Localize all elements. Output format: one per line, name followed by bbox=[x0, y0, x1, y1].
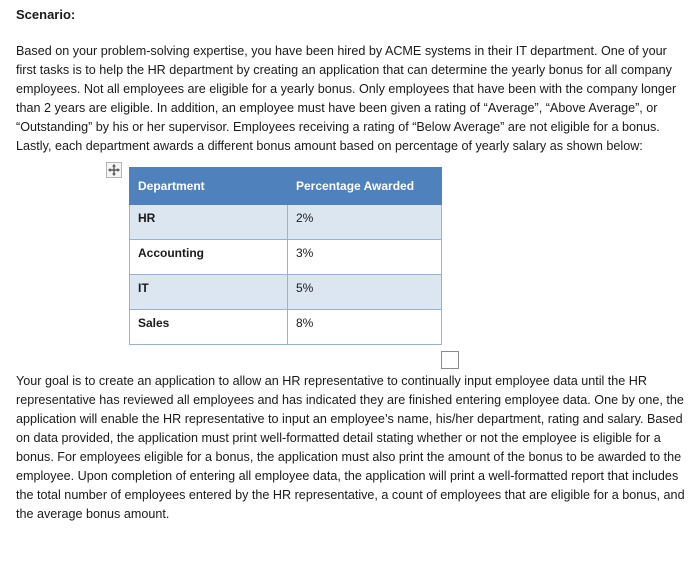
cell-department[interactable]: HR bbox=[130, 205, 288, 240]
table-resize-icon[interactable] bbox=[441, 351, 459, 369]
header-percentage-awarded[interactable]: Percentage Awarded bbox=[288, 168, 442, 205]
table-row bbox=[130, 240, 442, 275]
table-row bbox=[130, 310, 442, 345]
table-header-row bbox=[130, 168, 442, 205]
four-arrow-move-icon bbox=[108, 164, 120, 176]
cell-percentage[interactable]: 2% bbox=[288, 205, 442, 240]
document-body bbox=[16, 6, 688, 524]
cell-percentage[interactable]: 3% bbox=[288, 240, 442, 275]
cell-department[interactable]: IT bbox=[130, 275, 288, 310]
table-row bbox=[130, 275, 442, 310]
bonus-percentage-table bbox=[129, 167, 442, 345]
goal-paragraph: Your goal is to create an application to allow an HR representative to continually input employee data until the HR representative has reviewed all employees and has indicated they are finished entering employee data. One by one, the application will enable the HR representative to input an employee’s name, his/her department, rating and salary. Based on data provided, the application must print well-formatted detail stating whether or not the employee is eligible for a bonus. For employees eligible for a bonus, the application must also print the amount of the bonus to be awarded to the employee. Upon completion of entering all employee data, the application will print a well-formatted report that includes the total number of employees entered by the HR representative, a count of employees that are eligible for a bonus, and the average bonus amount. bbox=[16, 374, 685, 521]
cell-percentage[interactable]: 5% bbox=[288, 275, 442, 310]
cell-percentage[interactable]: 8% bbox=[288, 310, 442, 345]
table-move-icon[interactable] bbox=[106, 162, 122, 178]
cell-department[interactable]: Accounting bbox=[130, 240, 288, 275]
header-department[interactable]: Department bbox=[130, 168, 288, 205]
table-row bbox=[130, 205, 442, 240]
cell-department[interactable]: Sales bbox=[130, 310, 288, 345]
table-region bbox=[16, 160, 688, 372]
scenario-heading: Scenario: bbox=[16, 7, 76, 22]
intro-paragraph: Based on your problem-solving expertise, you have been hired by ACME systems in their IT department. One of your first tasks is to help the HR department by creating an application that can determine the yearly bonus for all company employees. Not all employees are eligible for a yearly bonus. Only employees that have been with the company longer than 2 years are eligible. In addition, an employee must have been given a rating of “Average”, “Above Average”, or “Outstanding” by his or her supervisor. Employees receiving a rating of “Below Average” are not eligible for a bonus. Lastly, each department awards a different bonus amount based on percentage of yearly salary as shown below: bbox=[16, 44, 677, 153]
